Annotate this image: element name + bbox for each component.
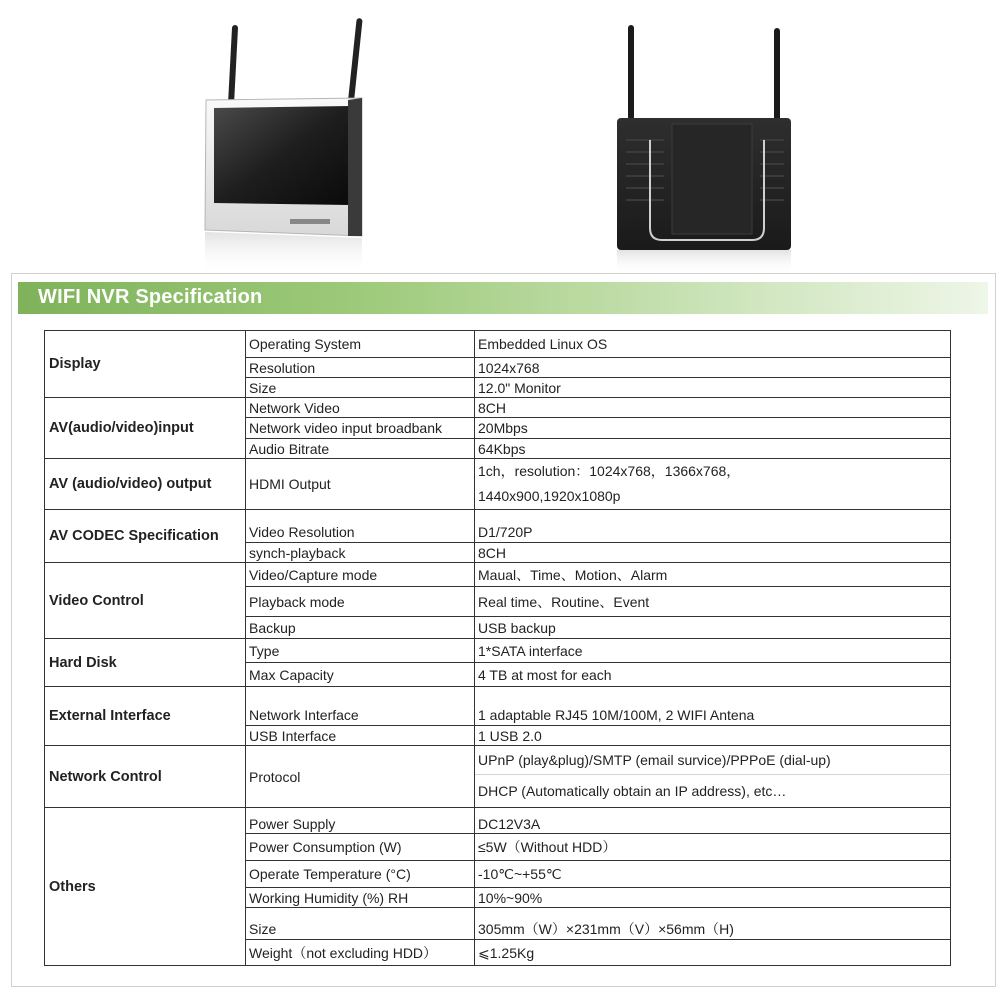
- category-display: Display: [45, 331, 246, 398]
- spec-label: Network video input broadbank: [246, 418, 475, 439]
- spec-label: Working Humidity (%) RH: [246, 888, 475, 908]
- spec-value: 20Mbps: [475, 418, 951, 439]
- table-row: [45, 808, 951, 834]
- spec-banner: [18, 282, 988, 314]
- spec-label: Operate Temperature (°C): [246, 861, 475, 888]
- hdmi-value-line2: 1440x900,1920x1080p: [478, 488, 621, 504]
- table-row: [45, 639, 951, 663]
- spec-value: Maual、Time、Motion、Alarm: [475, 563, 951, 587]
- spec-label: Backup: [246, 617, 475, 639]
- spec-value: 1 USB 2.0: [475, 726, 951, 746]
- table-row: [45, 687, 951, 726]
- spec-value: Embedded Linux OS: [475, 331, 951, 358]
- spec-value: 4 TB at most for each: [475, 663, 951, 687]
- table-row: [45, 331, 951, 358]
- table-row: [45, 510, 951, 543]
- spec-label: Resolution: [246, 358, 475, 378]
- spec-value: 1*SATA interface: [475, 639, 951, 663]
- spec-value: 1024x768: [475, 358, 951, 378]
- category-video-control: Video Control: [45, 563, 246, 639]
- spec-value: 8CH: [475, 398, 951, 418]
- spec-value: ⩽1.25Kg: [475, 940, 951, 966]
- category-external-interface: External Interface: [45, 687, 246, 746]
- spec-label: Weight（not excluding HDD）: [246, 940, 475, 966]
- table-row: [45, 746, 951, 808]
- spec-value: 305mm（W）×231mm（V）×56mm（H): [475, 908, 951, 940]
- product-images: [0, 0, 1000, 275]
- spec-value: -10℃~+55℃: [475, 861, 951, 888]
- spec-label: Video/Capture mode: [246, 563, 475, 587]
- category-others: Others: [45, 808, 246, 966]
- category-av-output: AV (audio/video) output: [45, 459, 246, 510]
- table-row: [45, 459, 951, 510]
- spec-label: Protocol: [246, 746, 475, 808]
- category-network-control: Network Control: [45, 746, 246, 808]
- spec-value: [475, 459, 951, 510]
- spec-value: [475, 746, 951, 808]
- spec-label: Playback mode: [246, 587, 475, 617]
- spec-value: 12.0" Monitor: [475, 378, 951, 398]
- spec-value: 10%~90%: [475, 888, 951, 908]
- spec-value: 1 adaptable RJ45 10M/100M, 2 WIFI Antena: [475, 687, 951, 726]
- spec-value: Real time、Routine、Event: [475, 587, 951, 617]
- spec-label: Operating System: [246, 331, 475, 358]
- spec-table: [44, 330, 951, 966]
- spec-label: Max Capacity: [246, 663, 475, 687]
- spec-value: 8CH: [475, 543, 951, 563]
- category-av-input: AV(audio/video)input: [45, 398, 246, 459]
- spec-label: USB Interface: [246, 726, 475, 746]
- spec-value: 64Kbps: [475, 439, 951, 459]
- spec-label: Power Consumption (W): [246, 834, 475, 861]
- spec-value: DC12V3A: [475, 808, 951, 834]
- spec-label: Network Video: [246, 398, 475, 418]
- protocol-value-line2: DHCP (Automatically obtain an IP address), etc…: [478, 783, 787, 799]
- banner-title: WIFI NVR Specification: [38, 286, 263, 308]
- spec-label: Video Resolution: [246, 510, 475, 543]
- category-hard-disk: Hard Disk: [45, 639, 246, 687]
- spec-label: Type: [246, 639, 475, 663]
- spec-label: Audio Bitrate: [246, 439, 475, 459]
- category-codec: AV CODEC Specification: [45, 510, 246, 563]
- spec-label: HDMI Output: [246, 459, 475, 510]
- spec-value: USB backup: [475, 617, 951, 639]
- spec-value: D1/720P: [475, 510, 951, 543]
- table-row: [45, 563, 951, 587]
- spec-label: Power Supply: [246, 808, 475, 834]
- protocol-value-line1: UPnP (play&plug)/SMTP (email survice)/PPPoE (dial-up): [475, 746, 950, 775]
- spec-label: Size: [246, 378, 475, 398]
- spec-value: ≤5W（Without HDD）: [475, 834, 951, 861]
- nvr-front-image: [205, 18, 363, 275]
- spec-label: Size: [246, 908, 475, 940]
- spec-label: Network Interface: [246, 687, 475, 726]
- hdmi-value-line1: 1ch，resolution：1024x768，1366x768，: [478, 463, 741, 479]
- nvr-back-image: [617, 25, 791, 275]
- spec-label: synch-playback: [246, 543, 475, 563]
- table-row: [45, 398, 951, 418]
